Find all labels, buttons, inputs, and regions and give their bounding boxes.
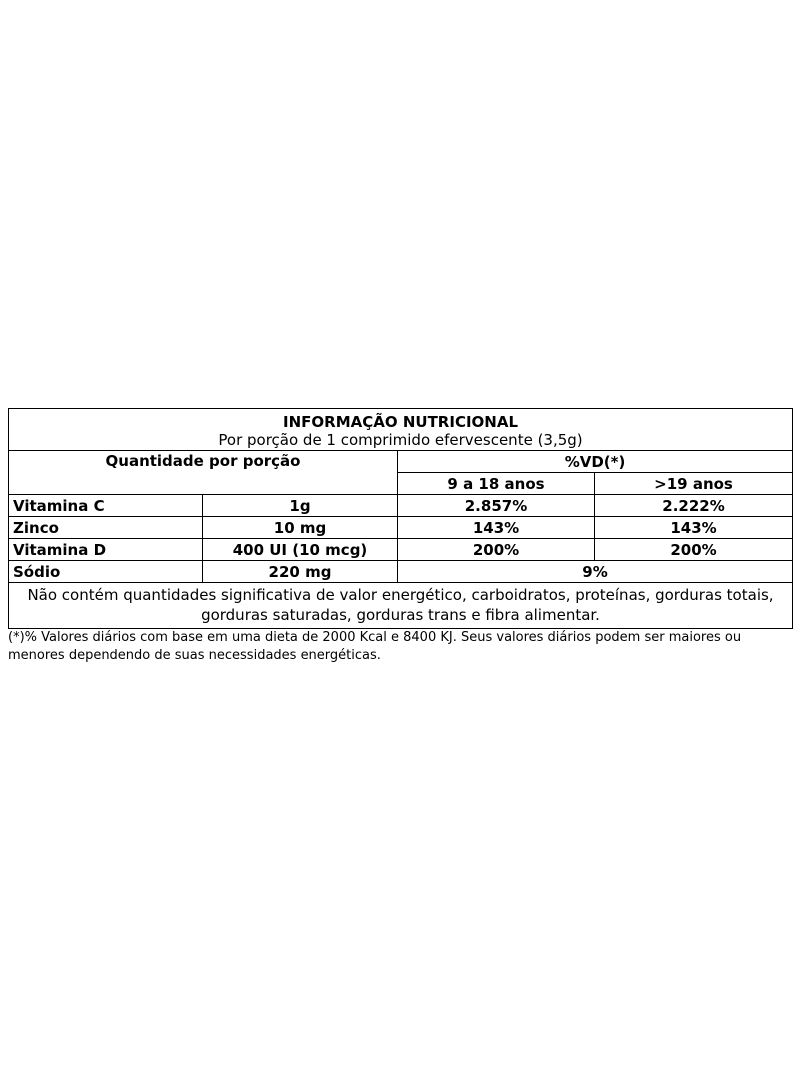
nutrient-name: Vitamina C (9, 495, 203, 517)
table-row (9, 495, 793, 517)
age-group-19-header: >19 anos (595, 473, 793, 495)
nutrition-facts-table (8, 408, 793, 629)
table-row (9, 561, 793, 583)
vd-all-value: 9% (398, 561, 793, 583)
nutrient-amount: 1g (203, 495, 398, 517)
header-row-1 (9, 451, 793, 473)
nutrient-amount: 10 mg (203, 517, 398, 539)
title-cell (9, 409, 793, 451)
vd-header: %VD(*) (398, 451, 793, 473)
table-row (9, 517, 793, 539)
table-row (9, 539, 793, 561)
nutrient-amount: 400 UI (10 mcg) (203, 539, 398, 561)
vd-9-18-value: 143% (398, 517, 595, 539)
table-subtitle: Por porção de 1 comprimido efervescente (3,5g) (218, 431, 583, 449)
nutrient-name: Sódio (9, 561, 203, 583)
vd-19-value: 200% (595, 539, 793, 561)
quantity-header: Quantidade por porção (9, 451, 398, 495)
nutrient-amount: 220 mg (203, 561, 398, 583)
vd-9-18-value: 200% (398, 539, 595, 561)
age-group-9-18-header: 9 a 18 anos (398, 473, 595, 495)
footnote: (*)% Valores diários com base em uma dieta de 2000 Kcal e 8400 KJ. Seus valores diários podem ser maiores ou menores dependendo de suas necessidades energéticas. (8, 630, 742, 663)
nutrient-name: Zinco (9, 517, 203, 539)
nutrition-note: Não contém quantidades significativa de valor energético, carboidratos, proteínas, gorduras totais, gorduras saturadas, gorduras trans e fibra alimentar. (9, 583, 793, 629)
note-row (9, 583, 793, 629)
vd-9-18-value: 2.857% (398, 495, 595, 517)
nutrient-name: Vitamina D (9, 539, 203, 561)
vd-19-value: 143% (595, 517, 793, 539)
table-title: INFORMAÇÃO NUTRICIONAL (283, 413, 518, 431)
title-row (9, 409, 793, 451)
vd-19-value: 2.222% (595, 495, 793, 517)
